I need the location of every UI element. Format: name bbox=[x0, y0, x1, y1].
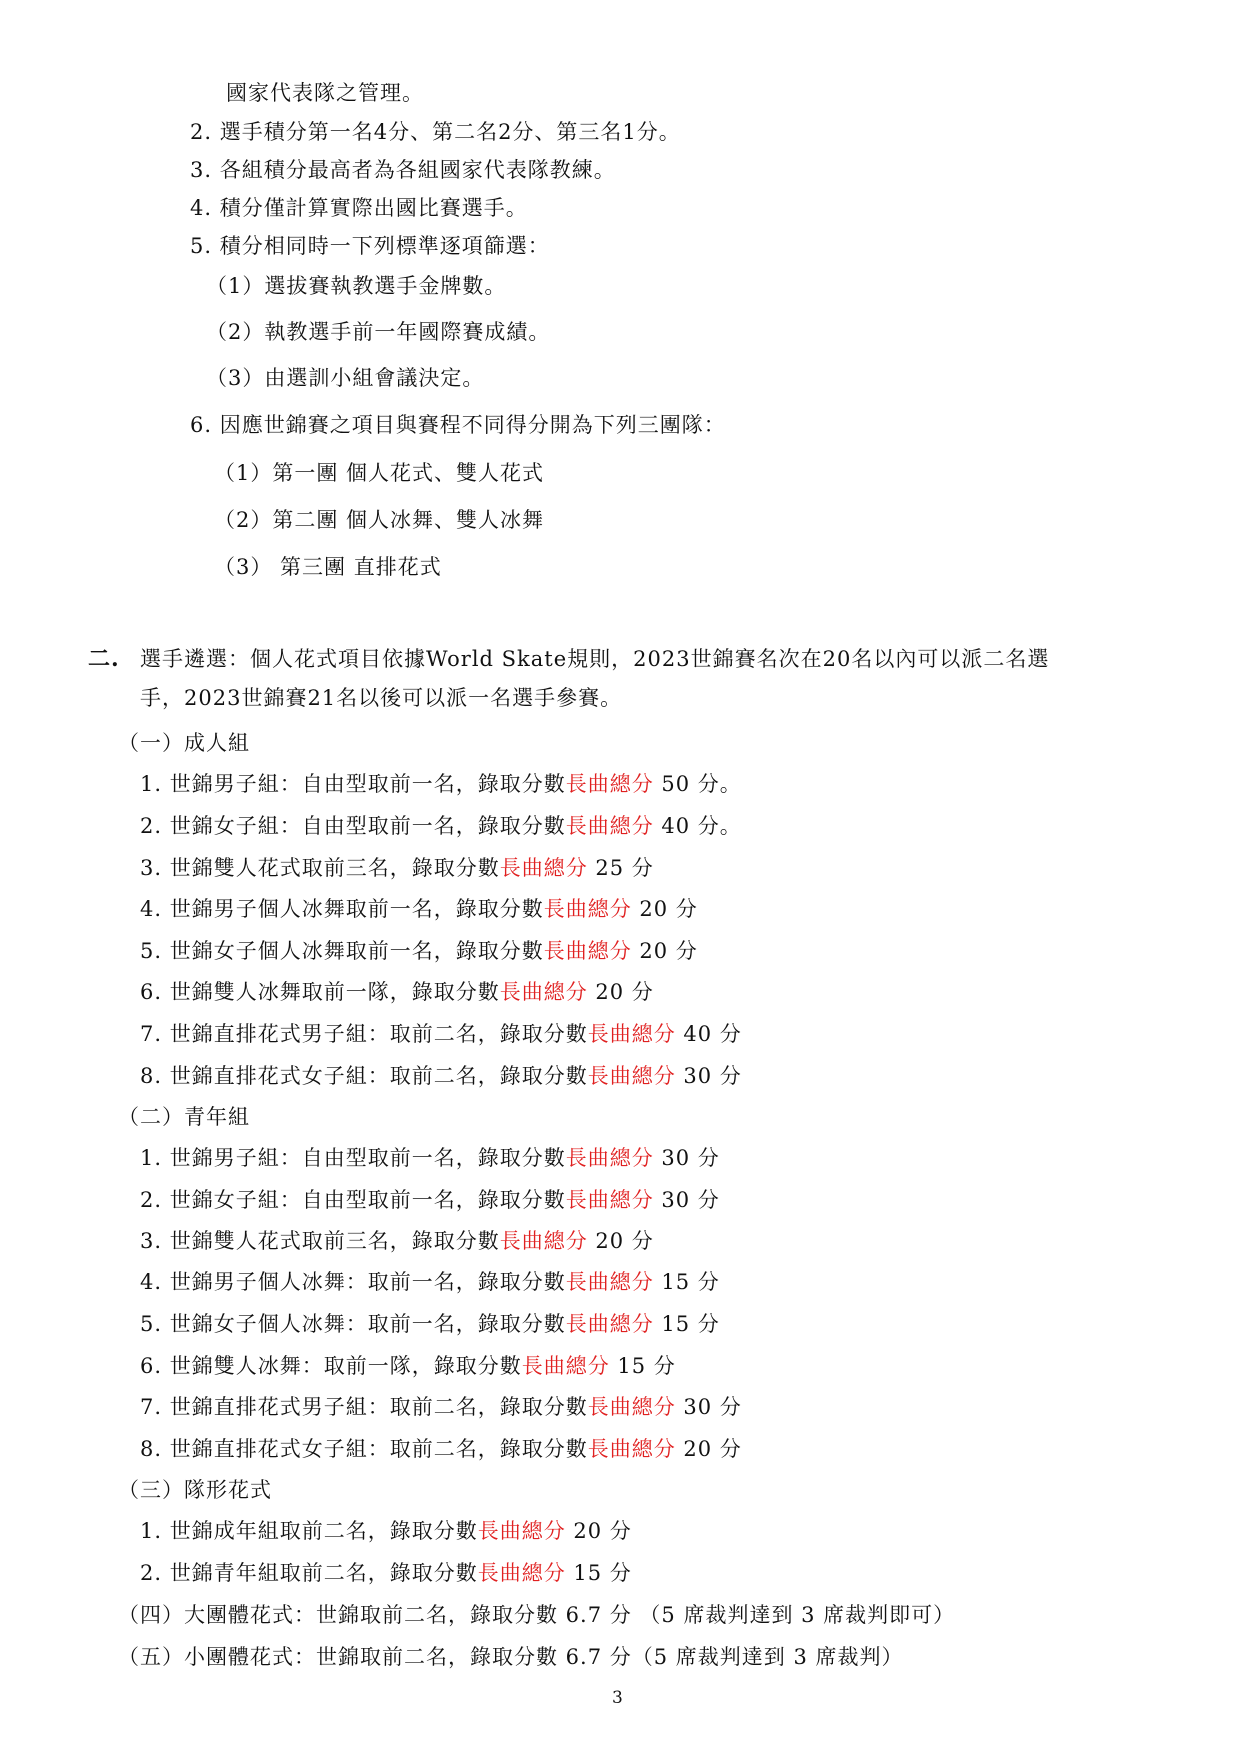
sub-list-item: （1）選拔賽執教選手金牌數。 bbox=[206, 274, 507, 298]
list-item: 3. 世錦雙人花式取前三名，錄取分數長曲總分 25 分 bbox=[140, 856, 654, 880]
highlight-text: 長曲總分 bbox=[499, 856, 588, 880]
subsection-heading: （二）青年組 bbox=[118, 1105, 250, 1129]
highlight-text: 長曲總分 bbox=[477, 1519, 566, 1543]
list-item: 1. 世錦男子組：自由型取前一名，錄取分數長曲總分 50 分。 bbox=[140, 772, 742, 796]
highlight-text: 長曲總分 bbox=[565, 1146, 654, 1170]
sub-list-item: （3） 第三團 直排花式 bbox=[214, 555, 442, 579]
highlight-text: 長曲總分 bbox=[587, 1064, 676, 1088]
list-item: 8. 世錦直排花式女子組：取前二名，錄取分數長曲總分 30 分 bbox=[140, 1064, 742, 1088]
list-item: 8. 世錦直排花式女子組：取前二名，錄取分數長曲總分 20 分 bbox=[140, 1437, 742, 1461]
list-item: 5. 積分相同時一下列標準逐項篩選： bbox=[190, 234, 550, 258]
list-item: 3. 世錦雙人花式取前三名，錄取分數長曲總分 20 分 bbox=[140, 1229, 654, 1253]
list-item: 1. 世錦成年組取前二名，錄取分數長曲總分 20 分 bbox=[140, 1519, 632, 1543]
highlight-text: 長曲總分 bbox=[565, 1188, 654, 1212]
section-number: 二. bbox=[88, 646, 120, 672]
sub-list-item: （3）由選訓小組會議決定。 bbox=[206, 366, 485, 390]
highlight-text: 長曲總分 bbox=[565, 1312, 654, 1336]
highlight-text: 長曲總分 bbox=[587, 1022, 676, 1046]
list-item: 4. 世錦男子個人冰舞取前一名，錄取分數長曲總分 20 分 bbox=[140, 897, 698, 921]
highlight-text: 長曲總分 bbox=[543, 939, 632, 963]
highlight-text: 長曲總分 bbox=[521, 1354, 610, 1378]
small-group-line: （五）小團體花式：世錦取前二名，錄取分數 6.7 分（5 席裁判達到 3 席裁判） bbox=[118, 1645, 904, 1669]
subsection-heading: （一）成人組 bbox=[118, 731, 250, 755]
highlight-text: 長曲總分 bbox=[565, 1270, 654, 1294]
list-item: 5. 世錦女子個人冰舞：取前一名，錄取分數長曲總分 15 分 bbox=[140, 1312, 720, 1336]
list-item: 5. 世錦女子個人冰舞取前一名，錄取分數長曲總分 20 分 bbox=[140, 939, 698, 963]
list-item: 2. 世錦女子組：自由型取前一名，錄取分數長曲總分 30 分 bbox=[140, 1188, 720, 1212]
list-item: 6. 世錦雙人冰舞：取前一隊，錄取分數長曲總分 15 分 bbox=[140, 1354, 676, 1378]
list-item: 4. 積分僅計算實際出國比賽選手。 bbox=[190, 196, 528, 220]
list-item: 2. 選手積分第一名4分、第二名2分、第三名1分。 bbox=[190, 120, 681, 144]
highlight-text: 長曲總分 bbox=[565, 814, 654, 838]
highlight-text: 長曲總分 bbox=[499, 1229, 588, 1253]
continued-text: 國家代表隊之管理。 bbox=[226, 81, 424, 105]
page-number: 3 bbox=[612, 1688, 623, 1708]
highlight-text: 長曲總分 bbox=[587, 1395, 676, 1419]
list-item: 3. 各組積分最高者為各組國家代表隊教練。 bbox=[190, 158, 616, 182]
highlight-text: 長曲總分 bbox=[587, 1437, 676, 1461]
list-item: 2. 世錦女子組：自由型取前一名，錄取分數長曲總分 40 分。 bbox=[140, 814, 742, 838]
subsection-heading: （三）隊形花式 bbox=[118, 1478, 272, 1502]
sub-list-item: （2）執教選手前一年國際賽成績。 bbox=[206, 320, 551, 344]
list-item: 7. 世錦直排花式男子組：取前二名，錄取分數長曲總分 40 分 bbox=[140, 1022, 742, 1046]
list-item: 6. 因應世錦賽之項目與賽程不同得分開為下列三團隊： bbox=[190, 413, 726, 437]
sub-list-item: （1）第一團 個人花式、雙人花式 bbox=[214, 461, 545, 485]
list-item: 4. 世錦男子個人冰舞：取前一名，錄取分數長曲總分 15 分 bbox=[140, 1270, 720, 1294]
highlight-text: 長曲總分 bbox=[543, 897, 632, 921]
highlight-text: 長曲總分 bbox=[565, 772, 654, 796]
big-group-line: （四）大團體花式：世錦取前二名，錄取分數 6.7 分 （5 席裁判達到 3 席裁判即可） bbox=[118, 1603, 956, 1627]
highlight-text: 長曲總分 bbox=[477, 1561, 566, 1585]
highlight-text: 長曲總分 bbox=[499, 980, 588, 1004]
section-text-cont: 手，2023世錦賽21名以後可以派一名選手參賽。 bbox=[140, 686, 623, 710]
list-item: 2. 世錦青年組取前二名，錄取分數長曲總分 15 分 bbox=[140, 1561, 632, 1585]
list-item: 6. 世錦雙人冰舞取前一隊，錄取分數長曲總分 20 分 bbox=[140, 980, 654, 1004]
list-item: 7. 世錦直排花式男子組：取前二名，錄取分數長曲總分 30 分 bbox=[140, 1395, 742, 1419]
list-item: 1. 世錦男子組：自由型取前一名，錄取分數長曲總分 30 分 bbox=[140, 1146, 720, 1170]
section-text: 選手遴選：個人花式項目依據World Skate規則，2023世錦賽名次在20名以內可以派二名選 bbox=[140, 647, 1050, 671]
sub-list-item: （2）第二團 個人冰舞、雙人冰舞 bbox=[214, 508, 545, 532]
